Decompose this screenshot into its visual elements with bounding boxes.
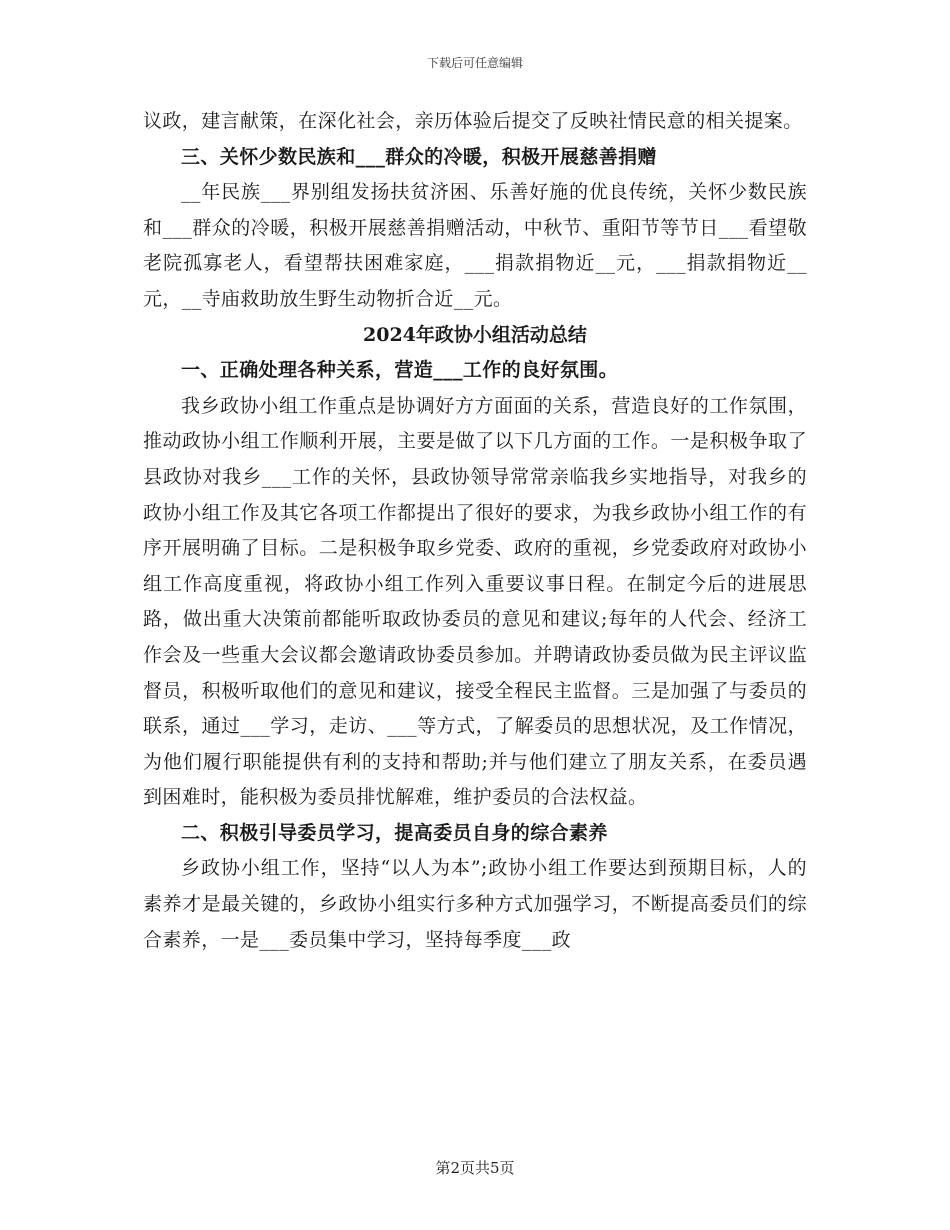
- document-title: 2024年政协小组活动总结: [363, 323, 587, 346]
- section-heading-3: 三、关怀少数民族和___群众的冷暖，积极开展慈善捐赠: [181, 145, 657, 168]
- paragraph-charity: __年民族___界别组发扬扶贫济困、乐善好施的优良传统，关怀少数民族和___群众的冷暖，积极开展慈善捐赠活动，中秋节、重阳节等节日___看望敬老院孤寡老人，看望帮扶困难家庭，___捐款捐物近__元，___捐款捐物近__元，__寺庙救助放生野生动物折合近__元。: [143, 181, 807, 310]
- paragraph-study: 乡政协小组工作，坚持“以人为本”;政协小组工作要达到预期目标，人的素养才是最关键的，乡政协小组实行多种方式加强学习，不断提高委员们的综合素养，一是___委员集中学习，坚持每季度___政: [143, 857, 807, 951]
- section-heading-2: 二、积极引导委员学习，提高委员自身的综合素养: [181, 821, 608, 844]
- page-header-note: 下载后可任意编辑: [426, 56, 523, 70]
- paragraph-continued: 议政，建言献策，在深化社会，亲历体验后提交了反映社情民意的相关提案。: [143, 110, 803, 132]
- section-heading-1: 一、正确处理各种关系，营造___工作的良好氛围。: [181, 359, 619, 382]
- page-number: 第2页共5页: [435, 1159, 515, 1177]
- document-body: [143, 104, 807, 958]
- paragraph-relations: 我乡政协小组工作重点是协调好方方面面的关系，营造良好的工作氛围，推动政协小组工作顺利开展，主要是做了以下几方面的工作。一是积极争取了县政协对我乡___工作的关怀，县政协领导常常亲临我乡实地指导，对我乡的政协小组工作及其它各项工作都提出了很好的要求，为我乡政协小组工作的有序开展明确了目标。二是积极争取乡党委、政府的重视，乡党委政府对政协小组工作高度重视，将政协小组工作列入重要议事日程。在制定今后的进展思路，做出重大决策前都能听取政协委员的意见和建议;每年的人代会、经济工作会及一些重大会议都会邀请政协委员参加。并聘请政协委员做为民主评议监督员，积极听取他们的意见和建议，接受全程民主监督。三是加强了与委员的联系，通过___学习，走访、___等方式，了解委员的思想状况，及工作情况，为他们履行职能提供有利的支持和帮助;并与他们建立了朋友关系，在委员遇到困难时，能积极为委员排忧解难，维护委员的合法权益。: [143, 394, 807, 809]
